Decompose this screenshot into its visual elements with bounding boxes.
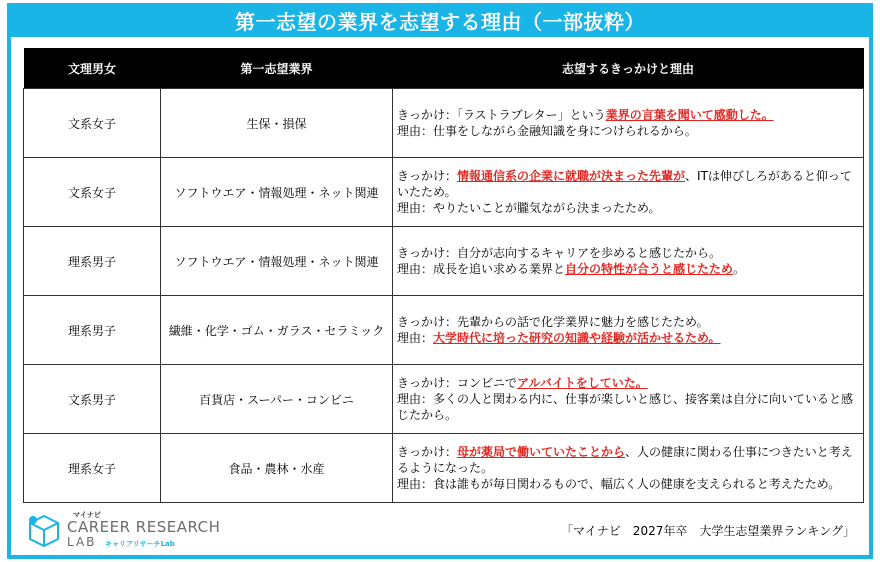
trigger-text [397, 168, 859, 200]
text-segment: 理由：食は誰もが毎日関わるもので、幅広く人の健康を支えられると考えたため。 [397, 477, 841, 491]
table-row [24, 296, 864, 365]
highlighted-phrase: 情報通信系の企業に就職が決まった先輩が [457, 169, 686, 183]
text-segment: 、ITは伸びしろがあると仰っていたため。 [397, 169, 852, 199]
gender-cell: 文系男子 [24, 365, 161, 434]
reason-text [397, 476, 859, 492]
table-header-row [24, 48, 864, 89]
table-row [24, 158, 864, 227]
table-row [24, 227, 864, 296]
text-segment: 理由： [397, 331, 434, 345]
header-gender: 文理男女 [24, 48, 161, 89]
logo-main-text: CAREER RESEARCH [67, 518, 221, 536]
industry-cell: 百貨店・スーパー・コンビニ [161, 365, 393, 434]
text-segment: きっかけ：コンビニで [397, 376, 518, 390]
trigger-text [397, 107, 859, 123]
industry-cell: ソフトウエア・情報処理・ネット関連 [161, 227, 393, 296]
header-reason: 志望するきっかけと理由 [393, 48, 864, 89]
reason-text [397, 261, 859, 277]
table-row [24, 434, 864, 503]
cube-logo-icon [25, 512, 63, 550]
header-industry: 第一志望業界 [161, 48, 393, 89]
highlighted-phrase: 自分の特性が合うと感じたため [565, 262, 734, 276]
highlighted-phrase: 大学時代に培った研究の知識や経験が活かせるため。 [433, 331, 721, 345]
reason-cell [393, 434, 864, 503]
source-caption: 「マイナビ 2027年卒 大学生志望業界ランキング」 [561, 524, 855, 538]
reasons-table [23, 48, 864, 503]
text-segment: きっかけ：先輩からの話で化学業界に魅力を感じたため。 [397, 315, 709, 329]
text-segment: 理由：やりたいことが朧気ながら決まったため。 [397, 201, 661, 215]
reason-text [397, 391, 859, 423]
reason-text [397, 200, 859, 216]
text-segment: 。 [733, 262, 746, 276]
reason-cell [393, 365, 864, 434]
logo-sub-text: キャリアリサーチLab [105, 540, 175, 548]
gender-cell: 文系女子 [24, 89, 161, 158]
page-title: 第一志望の業界を志望する理由（一部抜粋） [11, 7, 869, 37]
reason-text [397, 330, 859, 346]
reason-cell [393, 158, 864, 227]
gender-cell: 理系男子 [24, 227, 161, 296]
text-segment: 理由：多くの人と関わる内に、仕事が楽しいと感じ、接客業は自分に向いていると感じたから。 [397, 392, 854, 422]
highlighted-phrase: 業界の言葉を聞いて感動した。 [605, 108, 774, 122]
gender-cell: 理系男子 [24, 296, 161, 365]
logo-brand-text: マイナビ [73, 511, 101, 519]
trigger-text [397, 444, 859, 476]
table-row [24, 365, 864, 434]
trigger-text [397, 245, 859, 261]
highlighted-phrase: アルバイトをしていた。 [517, 376, 648, 390]
trigger-text [397, 314, 859, 330]
career-research-lab-logo [25, 510, 225, 552]
text-segment: 理由：仕事をしながら金融知識を身につけられるから。 [397, 124, 697, 138]
highlighted-phrase: 母が薬局で働いていたことから [457, 445, 626, 459]
reason-cell [393, 89, 864, 158]
trigger-text [397, 375, 859, 391]
text-segment: 理由：成長を追い求める業界と [397, 262, 566, 276]
industry-cell: ソフトウエア・情報処理・ネット関連 [161, 158, 393, 227]
gender-cell: 文系女子 [24, 158, 161, 227]
reason-text [397, 123, 859, 139]
infographic-frame [7, 3, 873, 559]
industry-cell: 繊維・化学・ゴム・ガラス・セラミック [161, 296, 393, 365]
text-segment: きっかけ：自分が志向するキャリアを歩めると感じたから。 [397, 246, 722, 260]
gender-cell: 理系女子 [24, 434, 161, 503]
table-body [24, 89, 864, 503]
reason-cell [393, 227, 864, 296]
text-segment: きっかけ： [397, 445, 458, 459]
text-segment: きっかけ： [397, 169, 458, 183]
reason-cell [393, 296, 864, 365]
table-row [24, 89, 864, 158]
text-segment: 、人の健康に関わる仕事につきたいと考えるようになった。 [397, 445, 853, 475]
logo-lab-text: LAB [67, 535, 97, 549]
text-segment: きっかけ：「ラストラブレター」という [397, 108, 606, 122]
industry-cell: 食品・農林・水産 [161, 434, 393, 503]
industry-cell: 生保・損保 [161, 89, 393, 158]
